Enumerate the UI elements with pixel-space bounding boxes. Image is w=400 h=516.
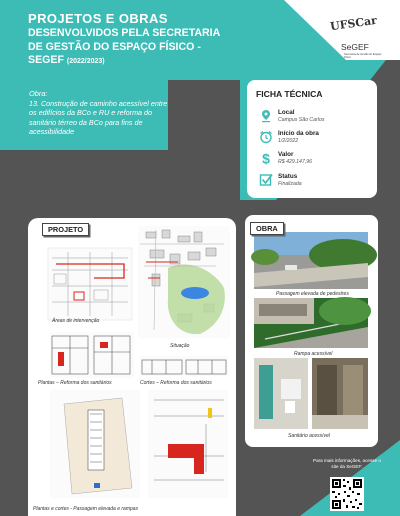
qr-code[interactable] <box>330 477 364 511</box>
title-line4-wrap <box>28 54 268 69</box>
caption-situacao: Situação <box>170 343 190 349</box>
ficha-value-inicio: 1/2/2022 <box>278 138 299 144</box>
title-line3: DE GESTÃO DO ESPAÇO FÍSICO - <box>28 40 201 53</box>
ficha-label-valor: Valor <box>278 151 294 158</box>
location-pin-icon <box>259 109 273 123</box>
ficha-value-valor: R$ 429.147,96 <box>278 159 313 165</box>
svg-text:$: $ <box>262 151 270 165</box>
ficha-value-local: Campus São Carlos <box>278 117 325 123</box>
caption-sanitario: Sanitário acessível <box>288 433 330 439</box>
projeto-drawings <box>28 218 236 516</box>
bathroom-plans-drawing <box>50 332 134 378</box>
segef-logo: SeGEF <box>341 42 369 52</box>
projeto-tab: PROJETO <box>42 223 89 236</box>
obra-tab: OBRA <box>250 222 284 235</box>
title-line2: DESENVOLVIDOS PELA SECRETARIA <box>28 27 221 39</box>
header-title-block <box>28 11 268 69</box>
ufscar-logo: UFSCar <box>329 13 378 34</box>
ficha-value-status: Finalizada <box>278 181 302 187</box>
caption-cortes-sanitarios: Cortes – Reforma dos sanitários <box>140 380 212 386</box>
obra-label: Obra: <box>29 89 48 98</box>
obra-description: 13. Construção de caminho acessível entre os edifícios da BCo e RU e reforma do sanitário térreo da BCo para fins de acessibilidade <box>29 99 168 137</box>
ficha-label-inicio: Início da obra <box>278 130 319 137</box>
photo-rampa <box>254 297 371 348</box>
intervention-areas-drawing <box>48 248 132 320</box>
elevated-crossing-drawings <box>50 390 228 498</box>
segef-logo-subtitle: Secretaria de Gestão do Espaço Físico <box>344 53 382 59</box>
caption-plantas-sanitarios: Plantas – Reforma dos sanitários <box>38 380 112 386</box>
obra-card <box>245 215 378 447</box>
caption-areas-intervencao: Áreas de intervenção <box>52 318 100 324</box>
photo-passagem-elevada <box>251 232 377 289</box>
ficha-title: FICHA TÉCNICA <box>256 89 323 99</box>
title-line1: PROJETOS E OBRAS <box>28 11 168 26</box>
photo-sanitario-1 <box>254 358 308 429</box>
dollar-icon <box>259 151 273 165</box>
alarm-clock-icon <box>259 130 273 144</box>
title-line4: SEGEF <box>28 54 64 66</box>
ficha-tecnica-card <box>247 80 377 198</box>
situation-map-drawing <box>138 226 230 338</box>
footer-info: Para mais informações, acesse o site da SeGEF: <box>313 458 381 469</box>
ficha-label-status: Status <box>278 173 298 180</box>
obra-photos <box>245 215 378 447</box>
caption-passagem-rampas: Plantas e cortes - Passagem elevada e rampas <box>33 506 139 512</box>
ficha-label-local: Local <box>278 109 295 116</box>
checkbox-icon <box>259 173 273 187</box>
photo-sanitario-2 <box>312 358 368 429</box>
bathroom-sections-drawing <box>140 356 228 376</box>
caption-passagem-elevada: Passagem elevada de pedestres <box>276 291 349 297</box>
projeto-card <box>28 218 236 516</box>
caption-rampa: Rampa acessível <box>294 351 333 357</box>
year-range: (2022/2023) <box>66 58 105 65</box>
qr-code-icon <box>330 477 364 511</box>
